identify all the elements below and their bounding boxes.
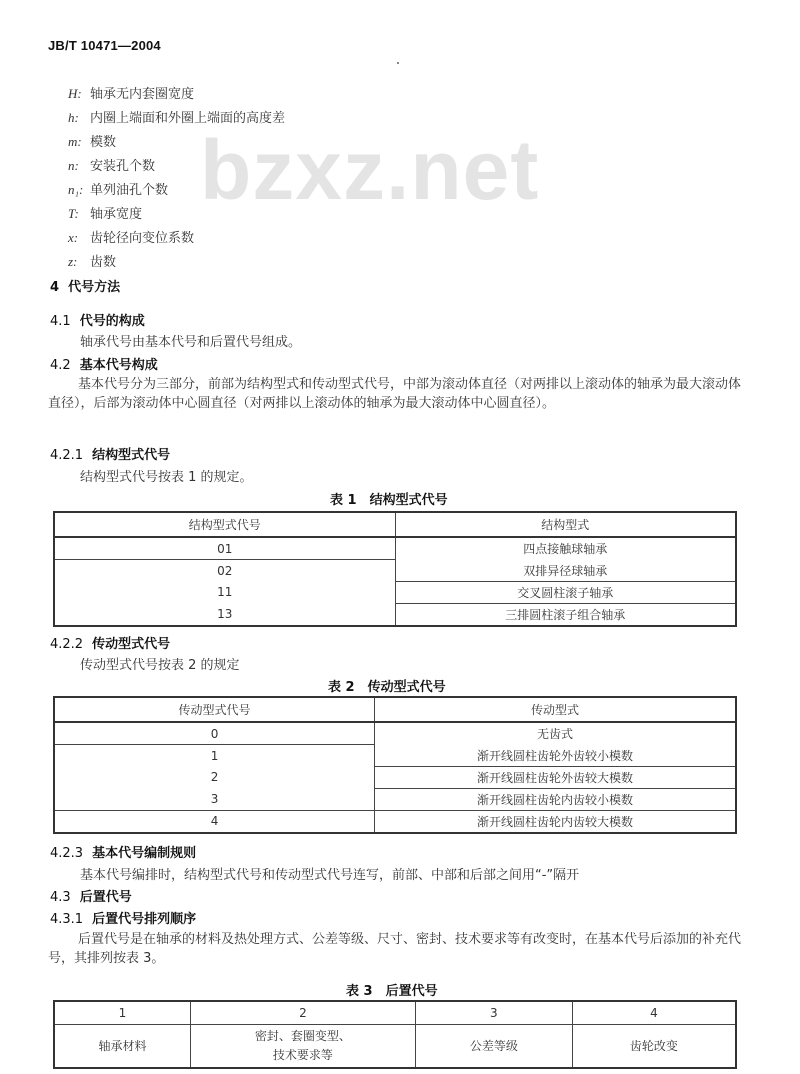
scan-speck: [397, 62, 399, 64]
table-header-cell: 1: [54, 1001, 190, 1025]
table-cell: 交叉圆柱滚子轴承: [395, 581, 736, 603]
symbol-list: [68, 84, 285, 272]
table-row: [54, 722, 736, 745]
table-cell: 公差等级: [415, 1025, 572, 1069]
table-3: [53, 1000, 737, 1069]
table-row: [54, 810, 736, 833]
table-header-cell: 传动型式代号: [54, 697, 375, 722]
table-header-row: [54, 1001, 736, 1025]
section-4-2-3-heading: 4.2.3 基本代号编制规则: [50, 846, 197, 861]
table-cell: 02: [54, 560, 395, 582]
table-1: [53, 511, 737, 627]
section-4-2-2-heading: 4.2.2 传动型式代号: [50, 637, 171, 652]
table-header-cell: 3: [415, 1001, 572, 1025]
section-4-1-body: 轴承代号由基本代号和后置代号组成。: [80, 335, 302, 350]
table-row: [54, 560, 736, 582]
section-4-3-1-heading: 4.3.1 后置代号排列顺序: [50, 912, 197, 927]
symbol-item: h: 内圈上端面和外圈上端面的高度差: [68, 110, 286, 126]
table-header-cell: 结构型式: [395, 512, 736, 537]
table-cell: 11: [54, 581, 395, 603]
section-4-2-3-body: 基本代号编排时，结构型式代号和传动型式代号连写，前部、中部和后部之间用“-”隔开: [80, 868, 580, 883]
table-cell: 3: [54, 788, 375, 810]
table-cell: 四点接触球轴承: [395, 537, 736, 560]
table-row: [54, 603, 736, 626]
table-header-cell: 传动型式: [375, 697, 736, 722]
section-4-2-1-body: 结构型式代号按表 1 的规定。: [80, 470, 253, 485]
table-cell: 4: [54, 810, 375, 833]
table-row: [54, 581, 736, 603]
table-header-cell: 结构型式代号: [54, 512, 395, 537]
table-2-caption: 表 2 传动型式代号: [328, 680, 446, 695]
table-cell: 渐开线圆柱齿轮外齿较小模数: [375, 745, 736, 767]
table-1-caption: 表 1 结构型式代号: [330, 493, 448, 508]
symbol-item: n: 安装孔个数: [68, 158, 156, 174]
symbol-item: n₁: 单列油孔个数: [68, 182, 169, 198]
section-4-3-1-body: 后置代号是在轴承的材料及热处理方式、公差等级、尺寸、密封、技术要求等有改变时，在基本代号后添加的补充代号，其排列按表 3。: [48, 932, 742, 966]
table-cell: 渐开线圆柱齿轮内齿较小模数: [375, 788, 736, 810]
table-header-row: [54, 512, 736, 537]
watermark: bzxz.net: [200, 123, 540, 217]
section-4-2-heading: 4.2 基本代号构成: [50, 358, 158, 373]
table-cell: 三排圆柱滚子组合轴承: [395, 603, 736, 626]
section-4-2-body: 基本代号分为三部分，前部为结构型式和传动型式代号，中部为滚动体直径（对两排以上滚动体的轴承为最大滚动体直径），后部为滚动体中心圆直径（对两排以上滚动体的轴承为最大滚动体中心圆直径）。: [48, 377, 742, 411]
table-cell: [190, 1025, 415, 1069]
table-cell: 0: [54, 722, 375, 745]
table-cell: 轴承材料: [54, 1025, 190, 1069]
table-cell: 渐开线圆柱齿轮外齿较大模数: [375, 766, 736, 788]
symbol-item: m: 模数: [68, 134, 117, 150]
symbol-item: x: 齿轮径向变位系数: [68, 230, 195, 246]
table-cell-line: 技术要求等: [272, 1048, 333, 1062]
table-cell: 齿轮改变: [572, 1025, 736, 1069]
table-row: [54, 537, 736, 560]
section-4-heading: 4 代号方法: [50, 280, 121, 295]
section-4-2-2-body: 传动型式代号按表 2 的规定: [80, 658, 240, 673]
symbol-item: z: 齿数: [68, 254, 117, 270]
table-cell: 13: [54, 603, 395, 626]
table-cell: 无齿式: [375, 722, 736, 745]
table-cell: 渐开线圆柱齿轮内齿较大模数: [375, 810, 736, 833]
symbol-item: H: 轴承无内套圈宽度: [68, 86, 195, 102]
table-cell: 01: [54, 537, 395, 560]
table-row: [54, 766, 736, 788]
table-header-cell: 2: [190, 1001, 415, 1025]
table-row: [54, 745, 736, 767]
table-header-row: [54, 697, 736, 722]
table-cell: 双排异径球轴承: [395, 560, 736, 582]
table-header-cell: 4: [572, 1001, 736, 1025]
standard-id: JB/T 10471—2004: [48, 38, 161, 53]
section-4-1-heading: 4.1 代号的构成: [50, 314, 145, 329]
section-4-3-heading: 4.3 后置代号: [50, 890, 132, 905]
table-2: [53, 696, 737, 834]
table-3-caption: 表 3 后置代号: [346, 984, 438, 999]
table-row: [54, 1025, 736, 1069]
symbol-item: T: 轴承宽度: [68, 206, 143, 222]
section-4-2-1-heading: 4.2.1 结构型式代号: [50, 448, 171, 463]
table-cell: 2: [54, 766, 375, 788]
table-cell: 1: [54, 745, 375, 767]
table-row: [54, 788, 736, 810]
table-cell-line: 密封、套圈变型、: [254, 1029, 351, 1043]
